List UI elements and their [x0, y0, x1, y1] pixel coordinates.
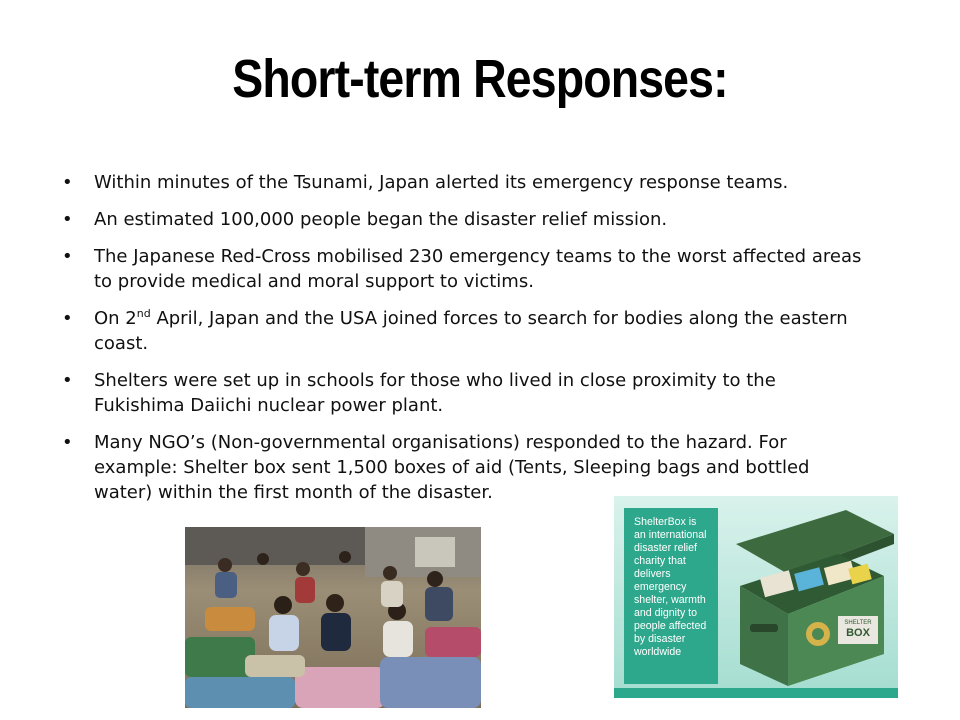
ordinal-suffix: nd	[136, 307, 151, 320]
shelterbox-description: ShelterBox is an international disaster relief charity that delivers emergency shelter, warmth and dignity to people affected by disaster worldwide	[624, 508, 718, 684]
list-item	[62, 170, 862, 195]
bullet-text: Shelters were set up in schools for those who lived in close proximity to the Fukishima Daiichi nuclear power plant.	[94, 370, 776, 416]
box-logo-bottom: BOX	[846, 627, 870, 639]
shelterbox-ad	[614, 496, 898, 698]
bullet-icon: •	[62, 370, 73, 391]
shelter-photo-illustration	[185, 527, 481, 708]
list-item	[62, 207, 862, 232]
bullet-list	[62, 170, 862, 517]
box-logo-label	[840, 618, 876, 638]
bullet-icon: •	[62, 172, 73, 193]
bullet-icon: •	[62, 246, 73, 267]
list-item	[62, 368, 862, 418]
list-item	[62, 430, 862, 505]
shelterbox-footer-bar	[614, 688, 898, 698]
bullet-text: Within minutes of the Tsunami, Japan alerted its emergency response teams.	[94, 172, 789, 193]
bullet-text: The Japanese Red-Cross mobilised 230 emergency teams to the worst affected areas to provide medical and moral support to victims.	[94, 246, 862, 292]
slide-title: Short-term Responses:	[232, 49, 728, 109]
evacuation-shelter-photo	[185, 527, 481, 708]
bullet-text-after: April, Japan and the USA joined forces to search for bodies along the eastern coast.	[94, 308, 848, 354]
bullet-text-before: On 2	[94, 308, 137, 329]
list-item	[62, 244, 862, 294]
bullet-text: Many NGO’s (Non-governmental organisations) responded to the hazard. For example: Shelter box sent 1,500 boxes of aid (Tents, Sleeping bags and bottled water) within the first month of the disaster.	[94, 432, 810, 503]
bullet-icon: •	[62, 308, 73, 329]
bullet-icon: •	[62, 209, 73, 230]
bullet-text: An estimated 100,000 people began the disaster relief mission.	[94, 209, 668, 230]
list-item	[62, 306, 862, 356]
box-logo-top: SHELTER	[844, 620, 872, 626]
bullet-icon: •	[62, 432, 73, 453]
shelterbox-crate-illustration	[726, 504, 896, 690]
